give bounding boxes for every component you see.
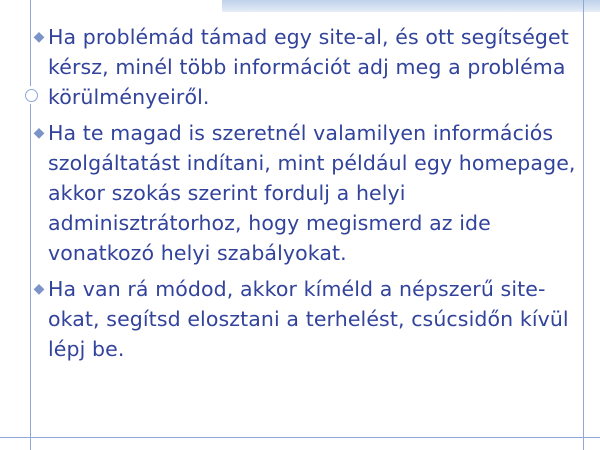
bullet-icon: ◆	[33, 29, 45, 45]
slide-body	[30, 22, 583, 370]
right-vertical-rule	[583, 0, 584, 450]
list-item-text: Ha problémád támad egy site-al, és ott segítséget kérsz, minél több információt adj meg a probléma körülményeiről.	[48, 25, 576, 109]
list-item	[30, 22, 578, 112]
top-band-gradient	[222, 0, 600, 12]
list-item-text: Ha te magad is szeretnél valamilyen információs szolgáltatást indítani, mint például egy homepage, akkor szokás szerint fordulj a helyi adminisztrátorhoz, hogy megismerd az ide vonatkozó helyi szabályokat.	[48, 121, 583, 265]
bullet-icon: ◆	[33, 125, 45, 141]
list-item-text: Ha van rá módod, akkor kíméld a népszerű site-okat, segítsd elosztani a terhelést, csúcsidőn kívül lépj be.	[48, 277, 576, 361]
bottom-horizontal-rule	[0, 437, 600, 438]
bullet-icon: ◆	[33, 281, 45, 297]
list-item	[30, 118, 583, 268]
top-decorative-band	[222, 0, 600, 12]
list-item	[30, 274, 578, 364]
